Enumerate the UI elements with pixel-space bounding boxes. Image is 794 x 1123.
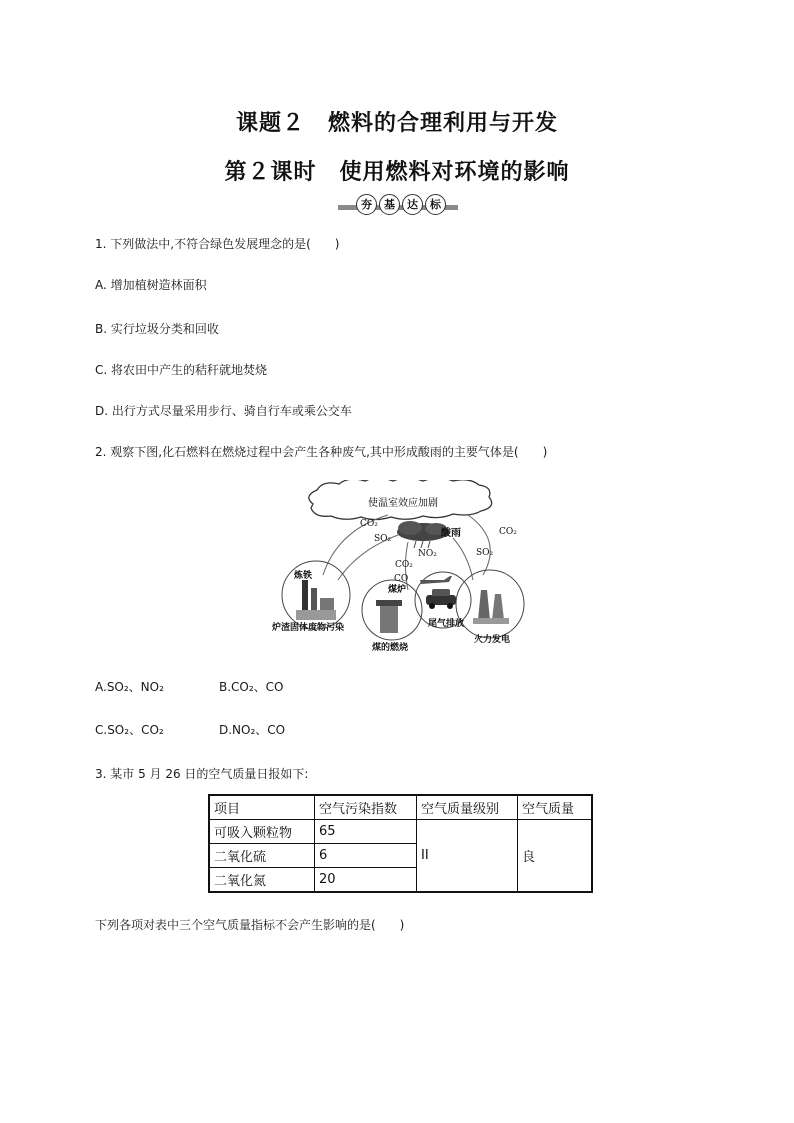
question-3-stem: 3. 某市 5 月 26 日的空气质量日报如下: bbox=[95, 767, 309, 781]
table-header: 项目 bbox=[209, 795, 315, 820]
question-2-option-b: B.CO₂、CO bbox=[219, 680, 284, 694]
question-2-option-a: A.SO₂、NO₂ bbox=[95, 680, 164, 694]
badge-char: 达 bbox=[402, 194, 423, 215]
question-2-options-row-2 bbox=[95, 721, 285, 738]
lesson-title: 课题２ 燃料的合理利用与开发 bbox=[235, 111, 558, 136]
air-quality-level: II bbox=[417, 820, 518, 893]
power-plant-icon bbox=[473, 590, 509, 624]
co2-label-2: CO₂ bbox=[395, 560, 413, 570]
lesson-subtitle: 第２课时 使用燃料对环境的影响 bbox=[224, 160, 570, 185]
question-2-options-row-1 bbox=[95, 678, 284, 695]
boiler-label: 煤炉 bbox=[388, 585, 407, 595]
no2-label: NO₂ bbox=[418, 549, 437, 559]
acid-rain-label: 酸雨 bbox=[441, 528, 461, 539]
co2-label: CO₂ bbox=[360, 519, 378, 529]
slag-label: 炉渣固体废物污染 bbox=[272, 623, 345, 633]
vehicle-icon bbox=[420, 576, 456, 609]
table-header: 空气污染指数 bbox=[315, 795, 417, 820]
table-cell: 可吸入颗粒物 bbox=[209, 820, 315, 844]
table-row bbox=[209, 820, 592, 844]
so2-label-2: SO₂ bbox=[476, 548, 494, 558]
ironworks-label: 炼铁 bbox=[294, 571, 313, 581]
question-3-followup: 下列各项对表中三个空气质量指标不会产生影响的是( ) bbox=[95, 918, 405, 932]
question-1-stem: 1. 下列做法中,不符合绿色发展理念的是( ) bbox=[95, 237, 340, 251]
question-1-option-a: A. 增加植树造林面积 bbox=[95, 278, 207, 292]
air-quality-grade: 良 bbox=[518, 820, 593, 893]
table-header: 空气质量 bbox=[518, 795, 593, 820]
table-cell: 二氧化氮 bbox=[209, 868, 315, 893]
question-1-option-c: C. 将农田中产生的秸秆就地焚烧 bbox=[95, 363, 268, 377]
power-label: 火力发电 bbox=[474, 635, 511, 645]
coal-burn-label: 煤的燃烧 bbox=[372, 643, 409, 653]
co-label: CO bbox=[394, 574, 409, 584]
greenhouse-cloud bbox=[309, 480, 492, 520]
table-cell: 6 bbox=[315, 844, 417, 868]
table-header-row bbox=[209, 795, 592, 820]
so2-label: SO₂ bbox=[374, 534, 392, 544]
pollution-diagram bbox=[268, 480, 530, 660]
acid-rain-cloud bbox=[397, 521, 461, 548]
question-1-option-d: D. 出行方式尽量采用步行、骑自行车或乘公交车 bbox=[95, 404, 352, 418]
question-2-option-c: C.SO₂、CO₂ bbox=[95, 723, 164, 737]
badge-char: 标 bbox=[425, 194, 446, 215]
cloud-label: 使温室效应加剧 bbox=[368, 498, 438, 509]
table-cell: 20 bbox=[315, 868, 417, 893]
question-2-option-d: D.NO₂、CO bbox=[219, 723, 286, 737]
section-badge bbox=[338, 194, 458, 214]
badge-char: 夯 bbox=[356, 194, 377, 215]
table-cell: 65 bbox=[315, 820, 417, 844]
ironworks-icon bbox=[293, 569, 336, 620]
badge-char: 基 bbox=[379, 194, 400, 215]
exhaust-label: 尾气排放 bbox=[428, 619, 465, 629]
question-1-option-b: B. 实行垃圾分类和回收 bbox=[95, 322, 219, 336]
table-header: 空气质量级别 bbox=[417, 795, 518, 820]
question-2-stem: 2. 观察下图,化石燃料在燃烧过程中会产生各种废气,其中形成酸雨的主要气体是( ) bbox=[95, 445, 548, 459]
boiler-icon bbox=[376, 583, 406, 633]
co2-label-3: CO₂ bbox=[499, 527, 517, 537]
air-quality-table bbox=[208, 794, 593, 893]
table-cell: 二氧化硫 bbox=[209, 844, 315, 868]
